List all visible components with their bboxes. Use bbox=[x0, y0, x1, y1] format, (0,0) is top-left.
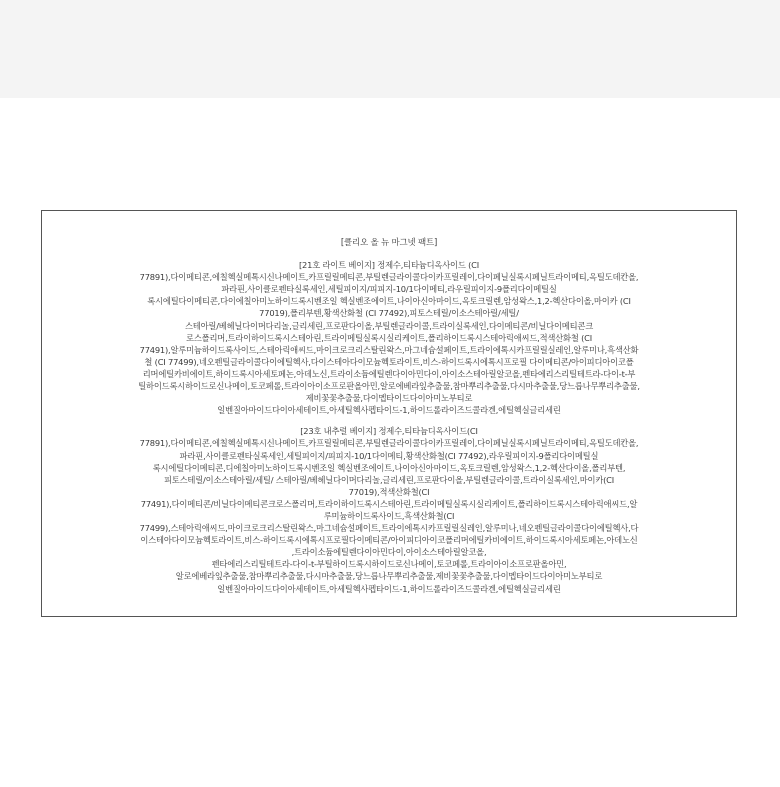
ingredient-line: 루미늄하이드록사이드,흑색산화철(CI bbox=[323, 510, 455, 521]
ingredient-line: 록시에틸다이메티콘,디에칠아미노하이드록시벤조일 헥실벤조에이트,나이아신아마이드,옥토크릴렌,암성왁스,1,2-헥산다이올,폴리부텐, bbox=[152, 462, 626, 473]
ingredient-line: 제비꽃꽃추출물,다이멥타이드다이아미노부티로 bbox=[305, 393, 473, 404]
ingredient-line: 알로에베라잎추출물,참마뿌리추출물,다시마추출물,당느릅나무뿌리추출물,제비꽃꽃추출물,다이멥타이드다이아미노부티로 bbox=[175, 571, 603, 582]
ingredient-line: 77891),다이메티콘,에칠헥실메톡시신나메이트,카프릴릴메티콘,부틸렌글라이콜다이카프릴레이,다이페닐실록시페닐트라이메티,옥틸도데칸올, bbox=[139, 438, 639, 449]
ingredient-line: 파라핀,사이클로펜타실록세인,세틸피이지/피피지-10/1다이메티,황색산화철(CI 77492),라우릴피이지-9폴리다이메틸실 bbox=[179, 450, 599, 461]
shade-23-section bbox=[76, 425, 702, 594]
ingredient-line: 로스폴리머,트라이하이드록시스테아린,트라이메틸실록시실리케이트,폴리하이드록시스테아릭애씨드,적색산화철 (CI bbox=[186, 332, 592, 343]
shade-21-heading: [21호 라이트 베이지] 정제수,티타늄디옥사이드 (CI bbox=[299, 260, 479, 271]
ingredient-line: 스테아릴/베헤닐다이머다리놀,글리세린,프로판다이올,부틸렌글라이콜,트라이실록세인,다이메티콘/비닐다이메티콘크 bbox=[184, 320, 594, 331]
ingredient-line: 77491),다이메티콘/비닐다이메티콘크로스폴리머,트라이하이드록시스테아린,트라이메틸실록시실리케이트,폴리하이드록시스테아릭애씨드,알 bbox=[140, 498, 638, 509]
ingredient-line: 리머에틸카비에이트,하이드록시아세토페논,아데노신,트라이소듐에틸렌다이아민다이,아이소스테아릴알코올,펜타에리스리틸테트라-다이-t-부 bbox=[142, 368, 636, 379]
ingredient-line: 77019),적색산화철(CI bbox=[348, 486, 430, 497]
ingredient-line: 일벤질아마이드다이아세테이트,아세틸헥사펩타이드-1,하이드롤라이즈드콜라겐,에틸헥실글리세린 bbox=[217, 583, 561, 594]
ingredient-line: ,트라이소듐에틸렌다이아민다이,아이소스테아릴알코올, bbox=[291, 547, 487, 558]
ingredients-content bbox=[76, 237, 702, 604]
product-title: [클리오 올 뉴 마그넷 팩트] bbox=[340, 238, 438, 248]
ingredient-line: 록시에틸다이메티콘,다이에칠아미노하이드록시벤조일 헥실벤조에이트,나이아신아마이드,옥토크릴렌,암성왁스,1,2-헥산다이올,마이카 (CI bbox=[147, 296, 631, 307]
ingredient-line: 철 (CI 77499),네오펜틸글라이콜다이에틸헥사,다이스테아다이모늄헥토라이트,비스-하이드록시에톡시프로필 다이메티콘/아이피디아이코폴 bbox=[144, 356, 634, 367]
ingredient-line: 펜타에리스리틸테트라-다이-t-부틸하이드록시하이드로신나메이,토코페롤,트라이아이소프로판올아민, bbox=[211, 559, 567, 570]
ingredient-line: 일벤질아마이드다이아세테이트,아세틸헥사펩타이드-1,하이드롤라이즈드콜라겐,에틸헥실글리세린 bbox=[217, 405, 561, 416]
shade-21-section bbox=[76, 259, 702, 416]
top-gray-band bbox=[0, 0, 780, 98]
ingredients-box bbox=[41, 210, 737, 617]
ingredient-line: 파라핀,사이클로펜타실록세인,세틸피이지/피피지-10/1다이메티,라우릴피이지-9폴리다이메틸실 bbox=[221, 284, 557, 295]
ingredient-line: 77491),알루미늄하이드록사이드,스테아릭애씨드,마이크로크리스탈린왁스,마그네슘설페이트,트라이에톡시카프릴릴실레인,알루미나,흑색산화 bbox=[139, 344, 639, 355]
ingredient-line: 77019),폴리부텐,황색산화철 (CI 77492),피토스테릴/이소스테아릴/세틸/ bbox=[259, 308, 519, 319]
ingredient-line: 틸하이드록시하이드로신나메이,토코페롤,트라이아이소프로판올아민,알로에베라잎추출물,참마뿌리추출물,다시마추출물,당느릅나무뿌리추출물, bbox=[138, 381, 640, 392]
ingredient-line: 이스테아다이모늄헥토라이트,비스-하이드록시에톡시프로필다이메티콘/아이피디아이코폴리머에틸카비에이트,하이드록시아세토페논,아데노신 bbox=[140, 535, 638, 546]
ingredient-line: 77891),다이메티콘,에칠헥실메톡시신나메이트,카프릴릴메티콘,부틸렌글라이콜다이카프릴레이,다이페닐실록시페닐트라이메티,옥틸도데칸올, bbox=[139, 272, 639, 283]
shade-23-heading: [23호 내추럴 베이지] 정제수,티타늄디옥사이드(CI bbox=[300, 426, 478, 437]
ingredient-line: 77499),스테아릭애씨드,마이크로크리스탈린왁스,마그네슘설페이트,트라이에톡시카프릴릴실레인,알루미나,네오펜틸글라이콜다이에틸헥사,다 bbox=[139, 523, 639, 534]
ingredient-line: 피토스테릴/이소스테아릴/세틸/ 스테아릴/베헤닐다이머다리놀,글리세린,프로판다이올,부틸렌글라이콜,트라이실록세인,마이카(CI bbox=[163, 474, 615, 485]
